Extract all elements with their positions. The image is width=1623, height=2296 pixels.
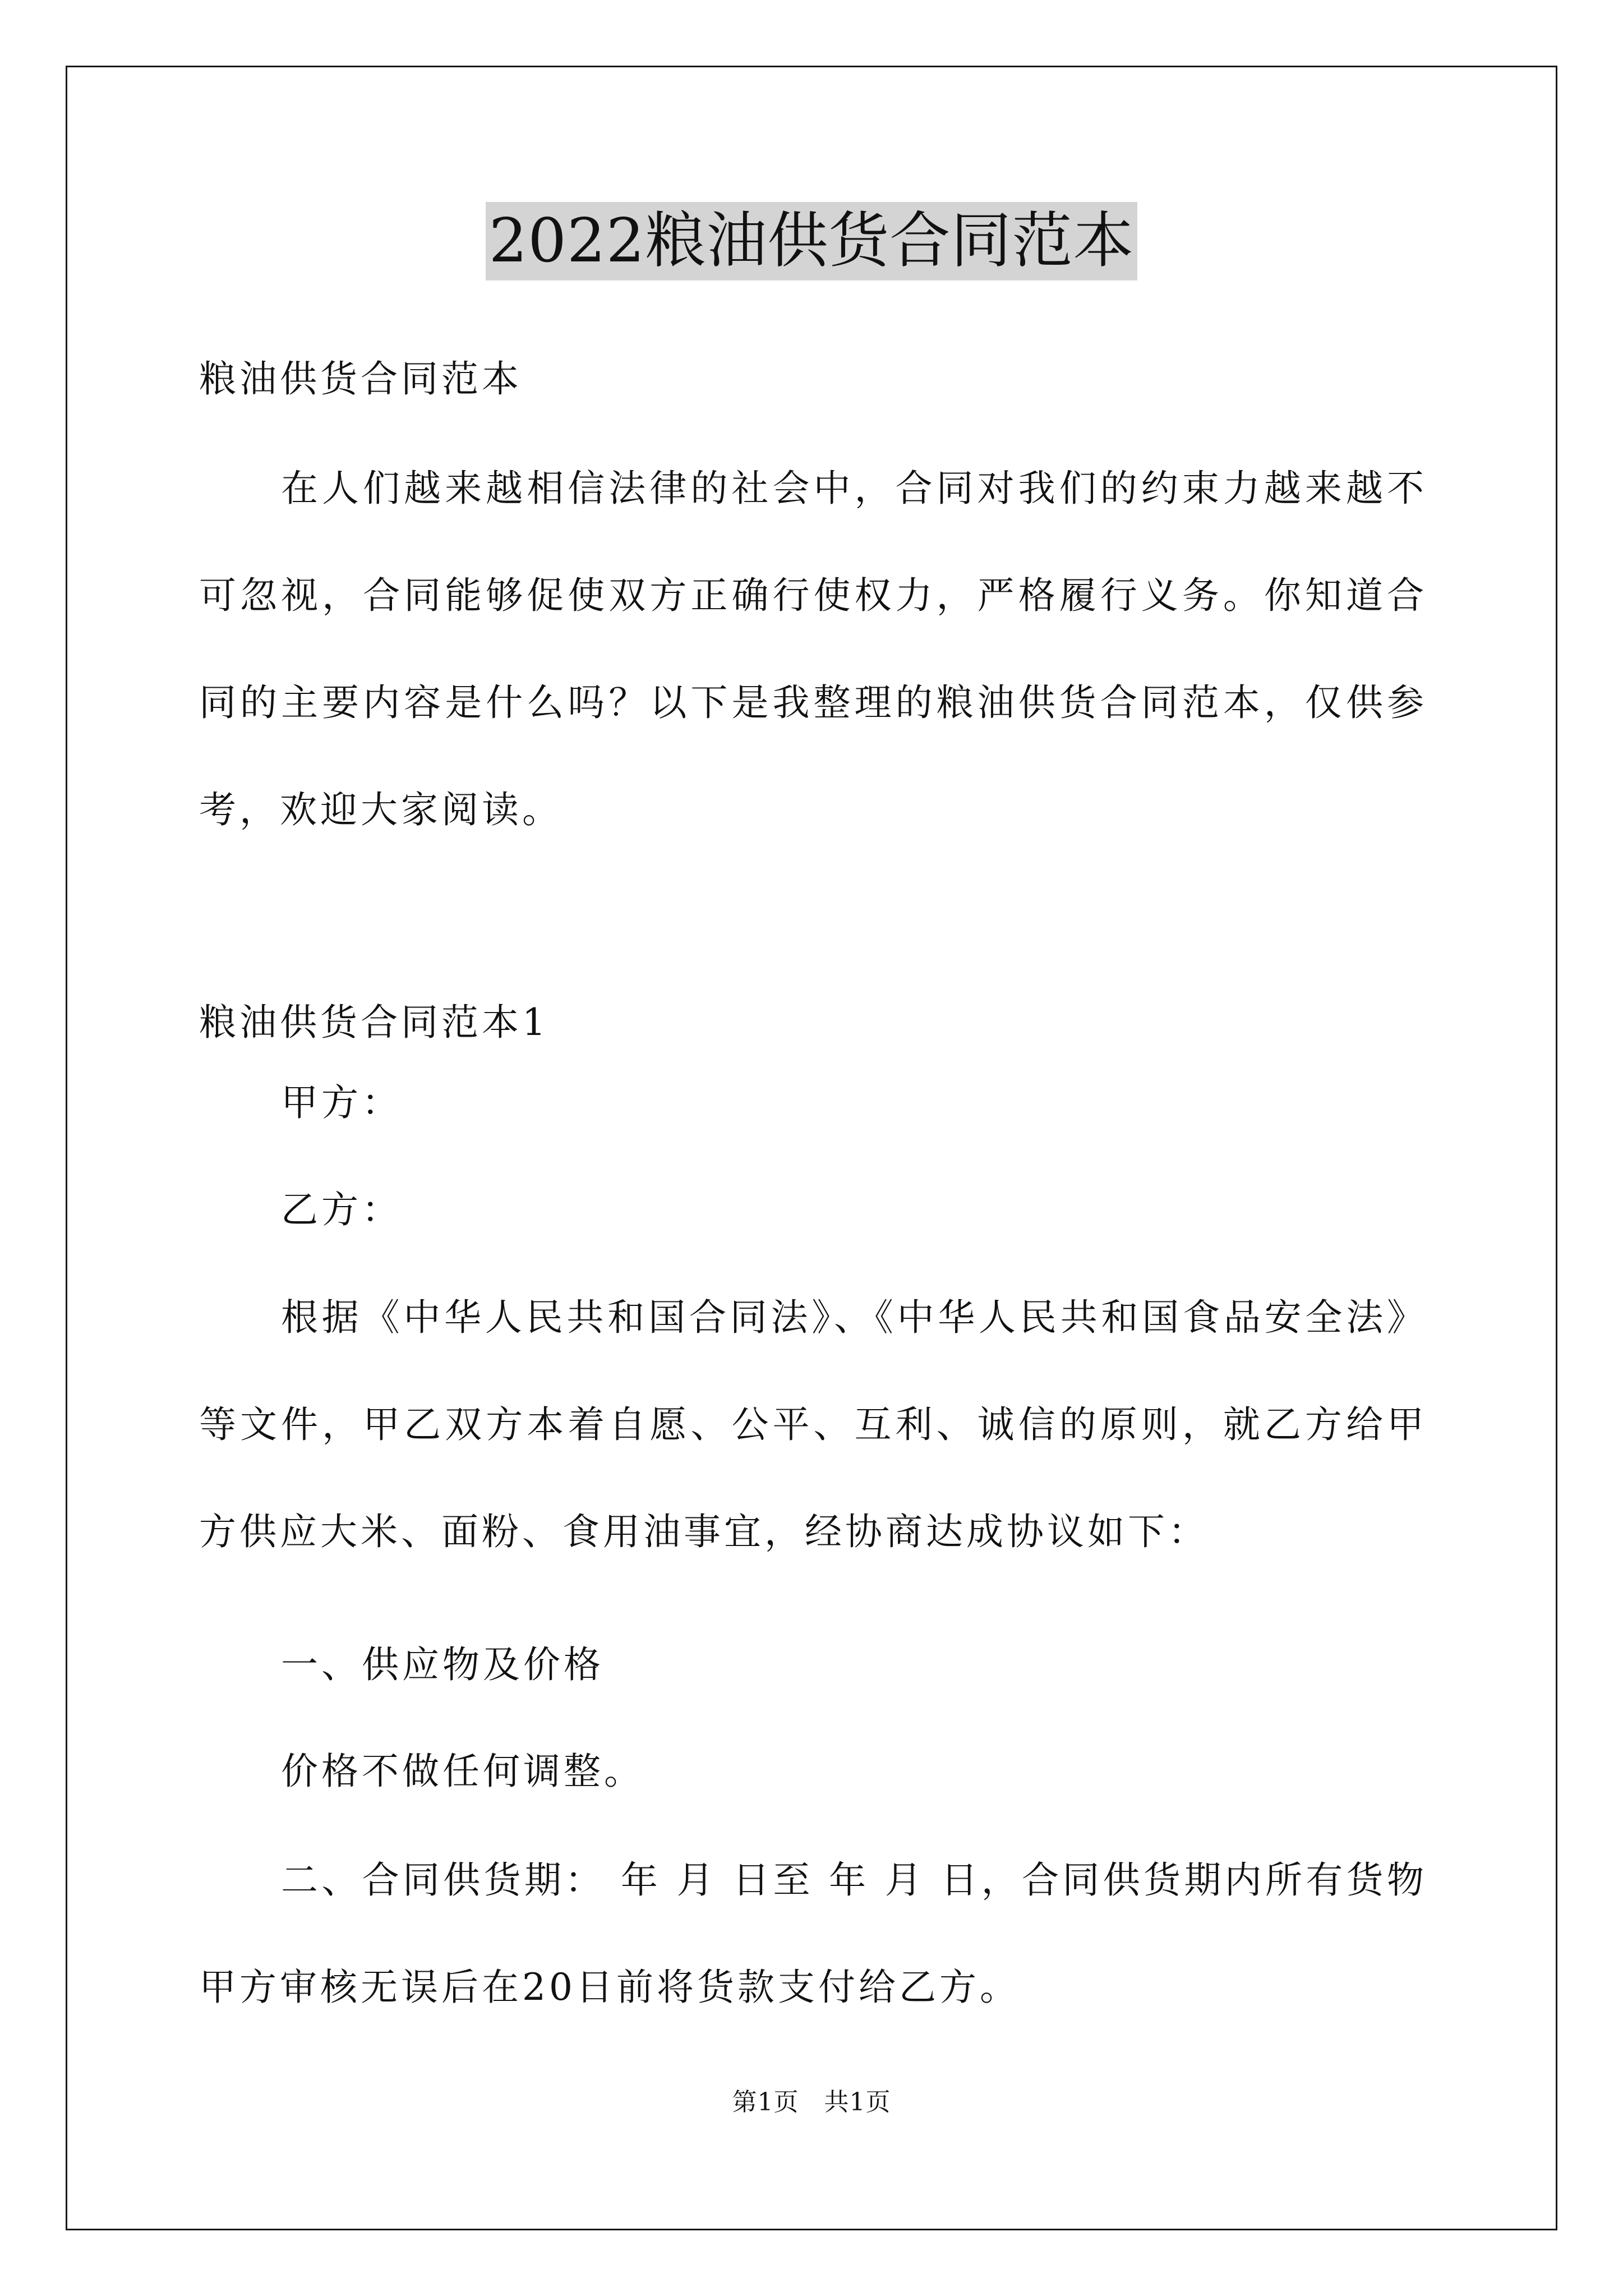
page-footer: 第1页 共1页 (732, 2088, 891, 2116)
intro-paragraph: 在人们越来越相信法律的社会中，合同对我们的约束力越来越不可忽视，合同能够促使双方正确行使权力，严格履行义务。你知道合同的主要内容是什么吗？以下是我整理的粮油供货合同范本，仅供参考，欢迎大家阅读。 (199, 467, 1427, 831)
document-title: 2022粮油供货合同范本 (486, 202, 1138, 280)
party-b-label: 乙方： (281, 1188, 402, 1231)
document-subtitle: 粮油供货合同范本 (199, 357, 522, 401)
clause-2-paragraph: 二、合同供货期： 年 月 日至 年 月 日，合同供货期内所有货物甲方审核无误后在20日前将货款支付给乙方。 (199, 1858, 1427, 2009)
clause-1-text: 价格不做任何调整。 (281, 1750, 644, 1793)
basis-paragraph: 根据《中华人民共和国合同法》、《中华人民共和国食品安全法》等文件，甲乙双方本着自愿、公平、互利、诚信的原则，就乙方给甲方供应大米、面粉、食用油事宜，经协商达成协议如下： (199, 1296, 1427, 1553)
clause-1-title: 一、供应物及价格 (281, 1643, 604, 1686)
party-a-label: 甲方： (281, 1081, 402, 1124)
section-title: 粮油供货合同范本1 (199, 1001, 549, 1044)
title-container (0, 202, 1623, 280)
